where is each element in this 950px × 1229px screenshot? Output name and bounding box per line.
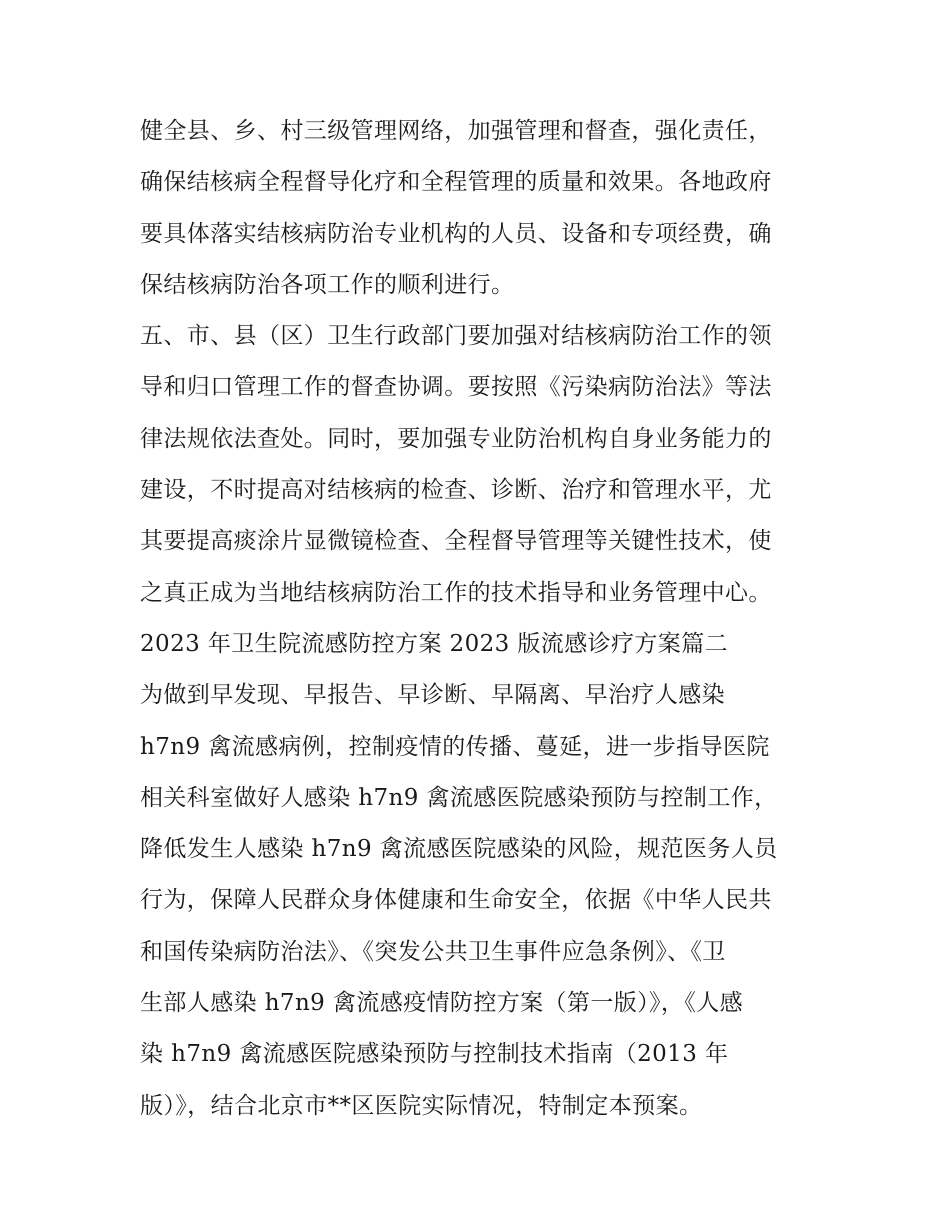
text-line: 降低发生人感染 h7n9 禽流感医院感染的风险，规范医务人员 xyxy=(140,836,778,863)
text-line: 和国传染病防治法》、《突发公共卫生事件应急条例》、《卫 xyxy=(140,938,726,965)
text-line: 行为，保障人民群众身体健康和生命安全，依据《中华人民共 xyxy=(140,887,772,914)
section-heading: 2023 年卫生院流感防控方案 2023 版流感诊疗方案篇二 xyxy=(140,630,728,657)
text-line: 五、市、县（区）卫生行政部门要加强对结核病防治工作的领 xyxy=(140,323,772,350)
text-line: 确保结核病全程督导化疗和全程管理的质量和效果。各地政府 xyxy=(140,169,772,196)
text-line: 律法规依法查处。同时，要加强专业防治机构自身业务能力的 xyxy=(140,425,772,452)
text-line: 导和归口管理工作的督查协调。要按照《污染病防治法》等法 xyxy=(140,374,772,401)
text-line: 健全县、乡、村三级管理网络，加强管理和督查，强化责任， xyxy=(140,118,772,144)
text-line: 生部人感染 h7n9 禽流感疫情防控方案（第一版）》，《人感 xyxy=(140,990,744,1017)
text-line: 版）》，结合北京市**区医院实际情况，特制定本预案。 xyxy=(140,1092,703,1119)
text-line: 之真正成为当地结核病防治工作的技术指导和业务管理中心。 xyxy=(140,579,772,606)
text-line: 为做到早发现、早报告、早诊断、早隔离、早治疗人感染 xyxy=(140,682,725,709)
text-line: 保结核病防治各项工作的顺利进行。 xyxy=(140,271,515,298)
body-text xyxy=(140,106,820,1132)
text-line: h7n9 禽流感病例，控制疫情的传播、蔓延，进一步指导医院 xyxy=(140,733,770,760)
text-line: 建设，不时提高对结核病的检查、诊断、治疗和管理水平，尤 xyxy=(140,477,772,504)
text-line: 相关科室做好人感染 h7n9 禽流感医院感染预防与控制工作， xyxy=(140,784,778,811)
text-line: 其要提高痰涂片显微镜检查、全程督导管理等关键性技术，使 xyxy=(140,528,772,555)
text-line: 要具体落实结核病防治专业机构的人员、设备和专项经费，确 xyxy=(140,220,772,247)
text-line: 染 h7n9 禽流感医院感染预防与控制技术指南（2013 年 xyxy=(140,1041,729,1068)
